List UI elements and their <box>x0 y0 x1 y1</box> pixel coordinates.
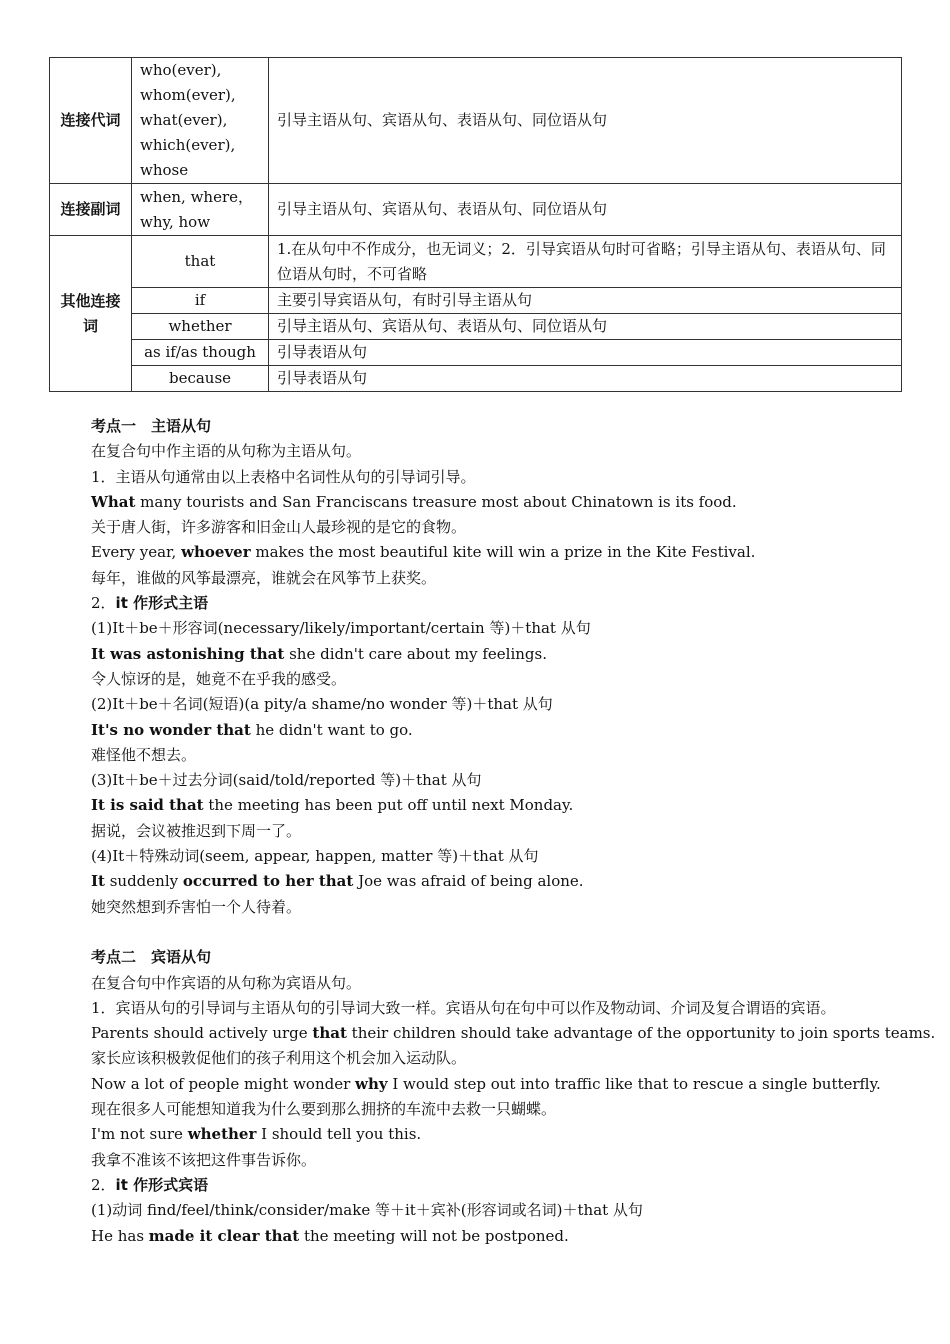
usage-cell: 主要引导宾语从句，有时引导主语从句 <box>269 288 902 314</box>
usage-cell: 引导表语从句 <box>269 366 902 392</box>
rule-pattern: (2)It＋be＋名词(短语)(a pity/a shame/no wonder 等)＋that 从句 <box>91 695 553 714</box>
usage-cell: 引导主语从句、宾语从句、表语从句、同位语从句 <box>269 314 902 340</box>
usage-cell: 1.在从句中不作成分，也无词义；2．引导宾语从句时可省略；引导主语从句、表语从句、同位语从句时，不可省略 <box>269 236 902 288</box>
example-sentence: What many tourists and San Franciscans treasure most about Chinatown is its food. <box>91 492 737 511</box>
example-translation: 据说，会议被推迟到下周一了。 <box>91 821 302 840</box>
rule-text: 1．宾语从句的引导词与主语从句的引导词大致一样。宾语从句在句中可以作及物动词、介词及复合谓语的宾语。 <box>91 998 836 1017</box>
rule-pattern: (3)It＋be＋过去分词(said/told/reported 等)＋that 从句 <box>91 771 482 790</box>
rule-pattern: (1)动词 find/feel/think/consider/make 等＋it＋宾补(形容词或名词)＋that 从句 <box>91 1201 643 1220</box>
table-row <box>50 184 902 236</box>
table-row <box>50 314 902 340</box>
words-cell: who(ever), whom(ever), what(ever), which(ever), whose <box>132 58 269 184</box>
definition: 在复合句中作宾语的从句称为宾语从句。 <box>91 973 362 992</box>
words-cell: when, where， why, how <box>132 184 269 236</box>
usage-cell: 引导表语从句 <box>269 340 902 366</box>
example-translation: 难怪他不想去。 <box>91 745 197 764</box>
table-row <box>50 366 902 392</box>
example-sentence: Parents should actively urge that their children should take advantage of the opportunity to join sports teams. <box>91 1024 936 1043</box>
rule-text: 2．it 作形式主语 <box>91 594 209 613</box>
example-translation: 家长应该积极敦促他们的孩子利用这个机会加入运动队。 <box>91 1049 467 1068</box>
example-sentence: Now a lot of people might wonder why I would step out into traffic like that to rescue a single butterfly. <box>91 1074 881 1093</box>
example-translation: 令人惊讶的是，她竟不在乎我的感受。 <box>91 669 347 688</box>
section-heading: 考点二 宾语从句 <box>91 948 212 967</box>
table-row <box>50 58 902 184</box>
rule-pattern: (1)It＋be＋形容词(necessary/likely/important/certain 等)＋that 从句 <box>91 619 591 638</box>
example-sentence: He has made it clear that the meeting will not be postponed. <box>91 1226 569 1245</box>
example-translation: 她突然想到乔害怕一个人待着。 <box>91 897 302 916</box>
example-sentence: It is said that the meeting has been put off until next Monday. <box>91 796 574 815</box>
category-cell: 其他连接词 <box>50 236 132 392</box>
usage-cell: 引导主语从句、宾语从句、表语从句、同位语从句 <box>269 184 902 236</box>
usage-cell: 引导主语从句、宾语从句、表语从句、同位语从句 <box>269 58 902 184</box>
example-sentence: I'm not sure whether I should tell you this. <box>91 1125 422 1144</box>
table-row <box>50 236 902 288</box>
rule-text: 1．主语从句通常由以上表格中名词性从句的引导词引导。 <box>91 467 476 486</box>
words-cell: as if/as though <box>132 340 269 366</box>
category-cell: 连接副词 <box>50 184 132 236</box>
example-sentence: Every year, whoever makes the most beautiful kite will win a prize in the Kite Festival. <box>91 543 756 562</box>
words-cell: if <box>132 288 269 314</box>
category-cell: 连接代词 <box>50 58 132 184</box>
rule-pattern: (4)It＋特殊动词(seem, appear, happen, matter 等)＋that 从句 <box>91 847 539 866</box>
section-heading: 考点一 主语从句 <box>91 417 212 435</box>
table-row <box>50 340 902 366</box>
example-translation: 现在很多人可能想知道我为什么要到那么拥挤的车流中去救一只蝴蝶。 <box>91 1100 557 1119</box>
words-cell: that <box>132 236 269 288</box>
example-sentence: It suddenly occurred to her that Joe was afraid of being alone. <box>91 872 584 891</box>
table-row <box>50 288 902 314</box>
definition: 在复合句中作主语的从句称为主语从句。 <box>91 442 362 461</box>
document-body <box>58 414 936 1249</box>
words-cell: because <box>132 366 269 392</box>
connective-table <box>49 57 902 392</box>
blank-line <box>58 920 894 945</box>
rule-text: 2．it 作形式宾语 <box>91 1175 209 1194</box>
example-translation: 我拿不准该不该把这件事告诉你。 <box>91 1150 317 1169</box>
example-translation: 关于唐人街，许多游客和旧金山人最珍视的是它的食物。 <box>91 518 467 537</box>
example-translation: 每年，谁做的风筝最漂亮，谁就会在风筝节上获奖。 <box>91 568 437 587</box>
words-cell: whether <box>132 314 269 340</box>
example-sentence: It's no wonder that he didn't want to go. <box>91 720 413 739</box>
example-sentence: It was astonishing that she didn't care about my feelings. <box>91 644 547 663</box>
